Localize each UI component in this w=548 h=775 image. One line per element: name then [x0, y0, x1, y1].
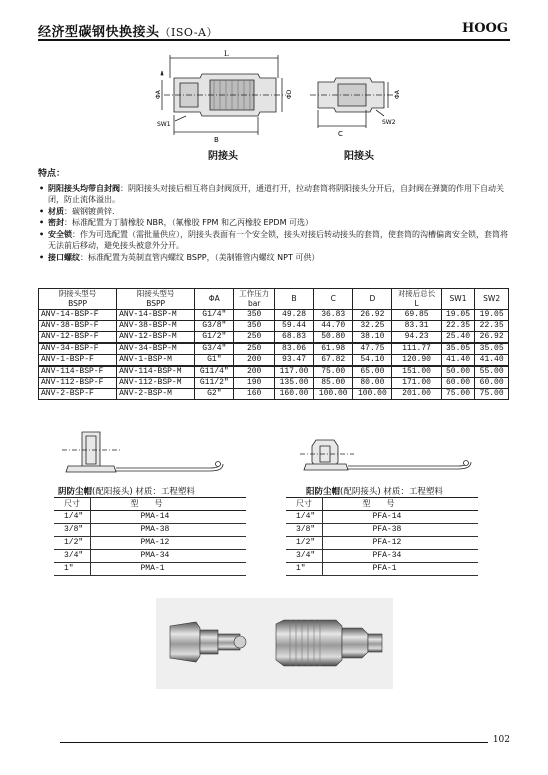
label-phi-a-male: ΦA — [394, 90, 401, 99]
table-cell: 26.92 — [353, 310, 392, 321]
table-cell: ANV-34-BSP-F — [39, 343, 117, 355]
table-cell: 55.00 — [475, 366, 509, 378]
male-caps-body — [286, 511, 478, 576]
table-cell: 50.00 — [441, 366, 475, 378]
table-cell: 60.00 — [475, 378, 509, 389]
table-cell: PFA-12 — [322, 537, 478, 550]
label-c: C — [338, 130, 343, 138]
table-cell: 60.00 — [441, 378, 475, 389]
male-caps-col-model: 型 号 — [322, 498, 478, 511]
table-cell: 1″ — [54, 563, 90, 576]
title-suffix: （ISO-A） — [159, 26, 218, 39]
table-cell: 22.35 — [441, 321, 475, 332]
table-cell: 41.40 — [475, 355, 509, 367]
table-cell: 26.92 — [475, 332, 509, 344]
table-cell: 171.00 — [392, 378, 441, 389]
label-l: L — [224, 50, 229, 58]
table-cell: ANV-12-BSP-F — [39, 332, 117, 344]
table-row — [54, 524, 246, 537]
table-row — [39, 332, 509, 344]
table-cell: G3/8″ — [195, 321, 234, 332]
label-b: B — [214, 136, 219, 144]
table-cell: 100.00 — [353, 389, 392, 400]
col-sw1: SW1 — [441, 289, 475, 310]
table-row — [286, 511, 478, 524]
table-cell: ANV-114-BSP-F — [39, 366, 117, 378]
table-cell: 54.10 — [353, 355, 392, 367]
table-cell: ANV-2-BSP-M — [117, 389, 195, 400]
table-cell: PMA-38 — [90, 524, 246, 537]
male-coupling-drawing — [304, 70, 404, 142]
col-female-model: 阴接头型号 BSPP — [39, 289, 117, 310]
female-coupling-drawing — [150, 50, 300, 145]
table-cell: 135.00 — [274, 378, 313, 389]
table-row — [39, 321, 509, 332]
page-number: 102 — [490, 735, 510, 745]
table-row — [39, 366, 509, 378]
table-cell: ANV-112-BSP-F — [39, 378, 117, 389]
table-row — [54, 563, 246, 576]
table-cell: 3/4″ — [286, 550, 322, 563]
col-length: 对接后总长 L — [392, 289, 441, 310]
label-phi-a-female: ΦA — [155, 90, 162, 99]
table-cell: 50.80 — [314, 332, 353, 344]
footer-rule — [60, 742, 488, 743]
table-cell: 200 — [234, 366, 275, 378]
table-cell: 35.05 — [475, 343, 509, 355]
features-title: 特点： — [38, 169, 66, 179]
female-caps-col-size: 尺寸 — [54, 498, 90, 511]
table-row — [39, 389, 509, 400]
table-cell: PMA-14 — [90, 511, 246, 524]
table-cell: PFA-14 — [322, 511, 478, 524]
table-cell: 250 — [234, 343, 275, 355]
table-cell: 67.82 — [314, 355, 353, 367]
table-cell: ANV-14-BSP-M — [117, 310, 195, 321]
table-cell: PMA-12 — [90, 537, 246, 550]
features-list — [38, 183, 510, 264]
col-c: C — [314, 289, 353, 310]
feature-item: • 密封：标准配置为丁腈橡胶 NBR，（氟橡胶 FPM 和乙丙橡胶 EPDM 可选） — [38, 217, 510, 229]
table-cell: 75.00 — [441, 389, 475, 400]
table-cell: 59.44 — [274, 321, 313, 332]
table-cell: 41.40 — [441, 355, 475, 367]
table-cell: PMA-34 — [90, 550, 246, 563]
table-cell: 350 — [234, 310, 275, 321]
table-cell: ANV-1-BSP-F — [39, 355, 117, 367]
female-dust-cap-drawing — [60, 428, 230, 476]
table-cell: 111.77 — [392, 343, 441, 355]
table-cell: 3/4″ — [54, 550, 90, 563]
male-caption: 阳接头 — [344, 151, 374, 162]
table-row — [39, 378, 509, 389]
table-cell: PMA-1 — [90, 563, 246, 576]
table-cell: 1/4″ — [54, 511, 90, 524]
table-cell: 160.00 — [274, 389, 313, 400]
table-row — [39, 343, 509, 355]
table-cell: 350 — [234, 321, 275, 332]
table-cell: 190 — [234, 378, 275, 389]
table-cell: G1″ — [195, 355, 234, 367]
table-cell: 120.90 — [392, 355, 441, 367]
table-row — [286, 550, 478, 563]
table-cell: 93.47 — [274, 355, 313, 367]
table-row — [39, 355, 509, 367]
table-cell: 36.83 — [314, 310, 353, 321]
table-cell: 160 — [234, 389, 275, 400]
page-title — [38, 21, 218, 40]
table-cell: 19.05 — [441, 310, 475, 321]
feature-item: • 材质：碳钢镀黄锌. — [38, 206, 510, 218]
table-cell: 44.70 — [314, 321, 353, 332]
spec-table-body — [39, 310, 509, 400]
table-cell: 25.40 — [441, 332, 475, 344]
male-caps-col-size: 尺寸 — [286, 498, 322, 511]
features-section — [38, 169, 510, 263]
table-cell: ANV-38-BSP-M — [117, 321, 195, 332]
table-row — [286, 524, 478, 537]
female-caps-title: 阴防尘帽(配阳接头) 材质：工程塑料 — [58, 487, 195, 497]
table-cell: ANV-12-BSP-M — [117, 332, 195, 344]
table-row — [286, 537, 478, 550]
table-cell: 3/8″ — [286, 524, 322, 537]
table-cell: 83.31 — [392, 321, 441, 332]
table-cell: 32.25 — [353, 321, 392, 332]
table-cell: 19.05 — [475, 310, 509, 321]
table-cell: 49.28 — [274, 310, 313, 321]
table-cell: ANV-34-BSP-M — [117, 343, 195, 355]
table-cell: G3/4″ — [195, 343, 234, 355]
table-cell: 80.00 — [353, 378, 392, 389]
table-cell: PFA-38 — [322, 524, 478, 537]
table-cell: 1/4″ — [286, 511, 322, 524]
col-phi-a: ΦA — [195, 289, 234, 310]
spec-table — [38, 288, 509, 400]
table-row — [54, 511, 246, 524]
table-cell: 201.00 — [392, 389, 441, 400]
table-cell: 200 — [234, 355, 275, 367]
female-caps-body — [54, 511, 246, 576]
table-cell: 35.05 — [441, 343, 475, 355]
table-cell: 75.00 — [314, 366, 353, 378]
table-row — [54, 537, 246, 550]
table-row — [54, 550, 246, 563]
table-cell: PFA-34 — [322, 550, 478, 563]
male-caps-table — [286, 497, 478, 576]
table-cell: 1/2″ — [286, 537, 322, 550]
table-cell: 85.00 — [314, 378, 353, 389]
male-caps-title: 阳防尘帽(配阴接头) 材质：工程塑料 — [306, 487, 443, 497]
header-rule — [38, 39, 510, 41]
table-cell: G11/2″ — [195, 378, 234, 389]
table-cell: 250 — [234, 332, 275, 344]
label-sw2: SW2 — [382, 119, 396, 126]
table-cell: ANV-114-BSP-M — [117, 366, 195, 378]
feature-item: • 阴阳接头均带自封阀：阴阳接头对接后相互将自封阀顶开，通道打开，拉动套筒将阴阳接头分开后，自封阀在弹簧的作用下自动关闭，防止流体溢出。 — [38, 183, 510, 206]
table-cell: 75.00 — [475, 389, 509, 400]
male-dust-cap-drawing — [298, 436, 478, 478]
table-cell: 100.00 — [314, 389, 353, 400]
table-cell: 1″ — [286, 563, 322, 576]
female-caps-table — [54, 497, 246, 576]
table-cell: ANV-14-BSP-F — [39, 310, 117, 321]
table-cell: PFA-1 — [322, 563, 478, 576]
table-cell: ANV-1-BSP-M — [117, 355, 195, 367]
table-cell: 22.35 — [475, 321, 509, 332]
brand-logo: HOOG — [461, 21, 508, 36]
table-cell: 61.98 — [314, 343, 353, 355]
product-photo-illustration — [156, 598, 393, 689]
table-row — [286, 563, 478, 576]
table-cell: G1/4″ — [195, 310, 234, 321]
table-row — [39, 310, 509, 321]
label-sw1: SW1 — [157, 121, 171, 128]
label-phi-d: ΦD — [286, 89, 293, 99]
table-cell: G1/2″ — [195, 332, 234, 344]
table-cell: 117.00 — [274, 366, 313, 378]
table-cell: 68.83 — [274, 332, 313, 344]
feature-item: • 接口螺纹：标准配置为英制直管内螺纹 BSPP，（美制锥管内螺纹 NPT 可供） — [38, 252, 510, 264]
table-cell: ANV-38-BSP-F — [39, 321, 117, 332]
table-cell: ANV-2-BSP-F — [39, 389, 117, 400]
table-cell: 94.23 — [392, 332, 441, 344]
table-cell: 1/2″ — [54, 537, 90, 550]
table-cell: 38.10 — [353, 332, 392, 344]
col-b: B — [274, 289, 313, 310]
col-d: D — [353, 289, 392, 310]
female-caption: 阴接头 — [208, 151, 238, 162]
table-cell: G2″ — [195, 389, 234, 400]
title-main: 经济型碳钢快换接头 — [38, 25, 160, 40]
col-pressure: 工作压力 bar — [234, 289, 275, 310]
table-cell: G11/4″ — [195, 366, 234, 378]
table-cell: 65.00 — [353, 366, 392, 378]
col-male-model: 阳接头型号 BSPP — [117, 289, 195, 310]
female-caps-col-model: 型 号 — [90, 498, 246, 511]
table-cell: 83.06 — [274, 343, 313, 355]
table-cell: 151.00 — [392, 366, 441, 378]
table-cell: 3/8″ — [54, 524, 90, 537]
table-cell: ANV-112-BSP-M — [117, 378, 195, 389]
col-sw2: SW2 — [475, 289, 509, 310]
product-photo — [156, 598, 393, 689]
table-cell: 47.75 — [353, 343, 392, 355]
table-cell: 69.85 — [392, 310, 441, 321]
feature-item: • 安全锁：作为可选配置（需批量供应），阴接头表面有一个安全锁，接头对接后转动接头的套筒，使套筒的沟槽偏离安全锁，套筒将无法前后移动，避免接头被意外分开。 — [38, 229, 510, 252]
